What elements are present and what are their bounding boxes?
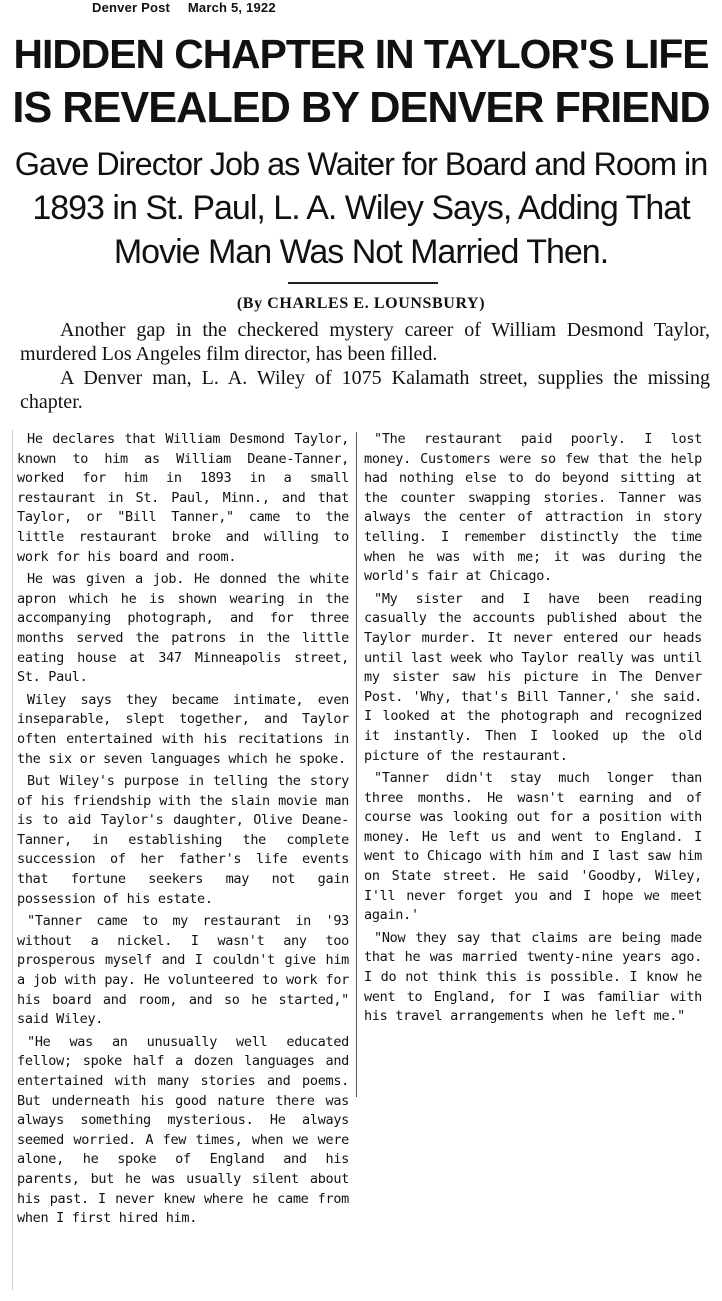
paragraph: Wiley says they became intimate, even inseparable, slept together, and Taylor often entertained with his recitations in the six or seven languages which he spoke. [17,691,349,767]
paragraph: He was given a job. He donned the white apron which he is shown wearing in the accompanying photograph, and for three months served the patrons in the little eating house at 347 Minneapolis street, St. Paul. [17,571,349,686]
headline-line-1: HIDDEN CHAPTER IN TAYLOR'S LIFE [13,31,709,77]
publication-date: March 5, 1922 [187,0,276,15]
article-column-left [17,430,349,1232]
paragraph: "Tanner didn't stay much longer than three months. He wasn't earning and of course was looking out for a position with money. He left us and went to England. I went to Chicago with him and I last saw him on State street. He said 'Goodby, Wiley, I'll never forget you and I hope we meet again.' [364,770,702,924]
byline: (By CHARLES E. LOUNSBURY) [236,295,486,312]
deck-line-1: Gave Director Job as Waiter for Board and Room in [14,146,708,182]
deck-line-2: 1893 in St. Paul, L. A. Wiley Says, Adding That [32,189,690,227]
source-line [92,0,290,15]
lede-paragraph: Another gap in the checkered mystery career of William Desmond Taylor, murdered Los Angeles film director, has been filled. [20,319,710,365]
paragraph: "He was an unusually well educated fellow; spoke half a dozen languages and entertained with many stories and poems. But underneath his good nature there was always something mysterious. He always seemed worried. A few times, when we were alone, he spoke of England and his parents, but he was usually silent about his past. I never knew where he came from when I first hired him. [17,1033,349,1227]
paragraph: "Tanner came to my restaurant in '93 without a nickel. I wasn't any too prosperous myself and I couldn't give him a job with pay. He volunteered to work for his board and room, and so he started," said Wiley. [17,913,349,1028]
lede-paragraph: A Denver man, L. A. Wiley of 1075 Kalamath street, supplies the missing chapter. [20,367,710,413]
paragraph: But Wiley's purpose in telling the story of his friendship with the slain movie man is to aid Taylor's daughter, Olive Deane-Tanner, in establishing the complete succession of her father's life events that fortune seekers may not gain possession of his estate. [17,773,349,907]
paragraph: "Now they say that claims are being made that he was married twenty-nine years ago. I do not think this is possible. I know he went to England, for I was familiar with his travel arrangements when he left me." [364,929,702,1025]
headline-line-2: IS REVEALED BY DENVER FRIEND [12,84,710,132]
paragraph: He declares that William Desmond Taylor, known to him as William Deane-Tanner, worked for him in 1893 in a small restaurant in St. Paul, Minn., and that Taylor, or "Bill Tanner," came to the little restaurant broke and willing to work for his board and room. [17,431,349,565]
article-column-right [364,430,702,1030]
column-divider [356,432,357,1097]
paragraph: "My sister and I have been reading casually the accounts published about the Taylor murder. It never entered our heads until last week who Taylor really was until my sister saw his picture in The Denver Post. 'Why, that's Bill Tanner,' she said. I looked at the photograph and recognized it instantly. Then I looked up the old picture of the restaurant. [364,590,702,764]
deck-line-3: Movie Man Was Not Married Then. [113,233,609,271]
paragraph: "The restaurant paid poorly. I lost money. Customers were so few that the help had nothing else to do beyond sitting at the counter swapping stories. Tanner was always the center of attraction in story telling. I remember distinctly the time when he was with me; it was during the world's fair at Chicago. [364,431,702,585]
headline-rule [288,282,438,284]
column-shadow [12,430,13,1290]
lede [20,318,710,414]
newspaper-name: Denver Post [92,0,171,15]
